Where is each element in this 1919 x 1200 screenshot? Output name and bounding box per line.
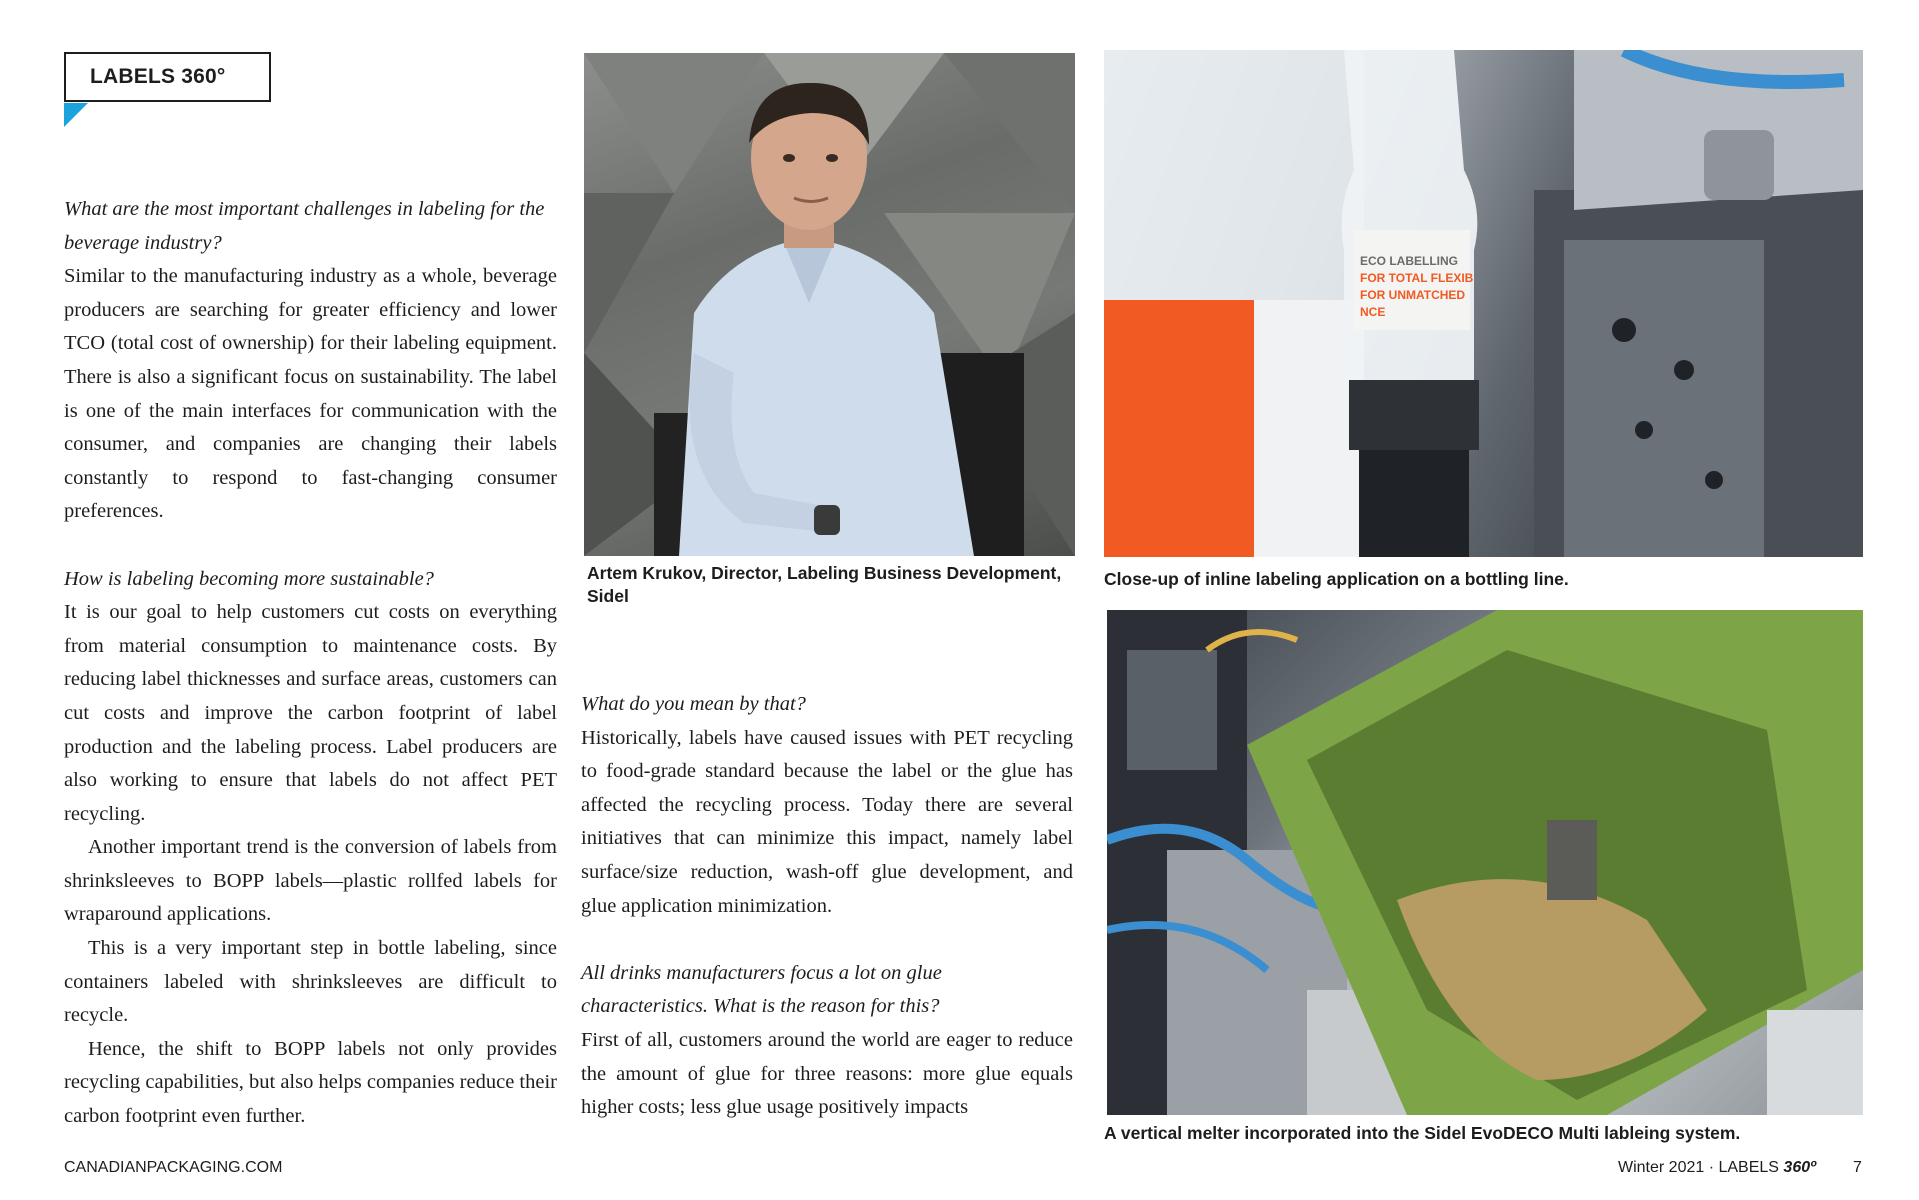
bottling-line-caption: Close-up of inline labeling application on a bottling line.	[1104, 569, 1569, 589]
answer-1: Similar to the manufacturing industry as a whole, beverage producers are searching for greater efficiency and lower TCO (total cost of ownership) for their labeling equipment. There is also a significant focus on sustainability. The label is one of the main interfaces for communication with the consumer, and companies are changing their labels constantly to respond to fast-changing consumer preferences.	[64, 265, 557, 523]
article-column-left	[64, 193, 557, 1134]
section-tag-corner	[64, 103, 88, 127]
svg-text:FOR UNMATCHED: FOR UNMATCHED	[1360, 288, 1466, 302]
question-3: What do you mean by that?	[581, 693, 806, 715]
bottling-line-photo	[1104, 50, 1863, 557]
question-4: All drinks manufacturers focus a lot on glue characteristics. What is the reason for this?	[581, 961, 942, 1018]
section-tag: LABELS 360°	[64, 52, 271, 102]
question-2: How is labeling becoming more sustainable?	[64, 567, 434, 590]
answer-2-paragraph-3: This is a very important step in bottle labeling, since containers labeled with shrinksleeves are difficult to recycle.	[64, 937, 557, 1027]
answer-3: Historically, labels have caused issues with PET recycling to food-grade standard because the label or the glue has affected the recycling process. Today there are several initiatives that can minimize this impact, namely label surface/size reduction, wash-off glue development, and glue application minimization.	[581, 726, 1073, 917]
vertical-melter-caption: A vertical melter incorporated into the Sidel EvoDECO Multi lableing system.	[1104, 1123, 1741, 1143]
answer-2-paragraph-2: Another important trend is the conversion of labels from shrinksleeves to BOPP labels—plastic rollfed labels for wraparound applications.	[64, 836, 557, 926]
vertical-melter-illustration	[1107, 610, 1863, 1115]
answer-4: First of all, customers around the world are eager to reduce the amount of glue for three reasons: more glue equals higher costs; less glue usage positively impacts	[581, 1028, 1073, 1119]
portrait-caption: Artem Krukov, Director, Labeling Business Development, Sidel	[587, 563, 1062, 606]
answer-2-paragraph-4: Hence, the shift to BOPP labels not only provides recycling capabilities, but also helps companies reduce their carbon footprint even further.	[64, 1037, 557, 1128]
vertical-melter-photo	[1107, 610, 1863, 1115]
svg-text:NCE: NCE	[1360, 305, 1386, 319]
answer-2-paragraph-1: It is our goal to help customers cut costs on everything from material consumption to maintenance costs. By reducing label thicknesses and surface areas, customers can cut costs and improve the carbon footprint of label production and the labeling process. Label producers are also working to ensure that labels do not affect PET recycling.	[64, 601, 557, 825]
footer-website: CANADIANPACKAGING.COM	[64, 1159, 283, 1176]
svg-text:FOR TOTAL FLEXIB: FOR TOTAL FLEXIB	[1360, 271, 1474, 285]
svg-text:ECO LABELLING: ECO LABELLING	[1360, 254, 1458, 268]
article-column-middle	[581, 688, 1073, 1125]
question-1: What are the most important challenges in labeling for the beverage industry?	[64, 198, 545, 254]
footer-issue	[1618, 1159, 1816, 1177]
bottling-line-illustration	[1104, 50, 1863, 557]
footer-issue-text: Winter 2021 · LABELS	[1618, 1159, 1779, 1176]
portrait-illustration	[584, 53, 1075, 556]
page-number: 7	[1853, 1159, 1862, 1176]
portrait-photo	[584, 53, 1075, 556]
footer-brand: 360º	[1783, 1159, 1816, 1176]
